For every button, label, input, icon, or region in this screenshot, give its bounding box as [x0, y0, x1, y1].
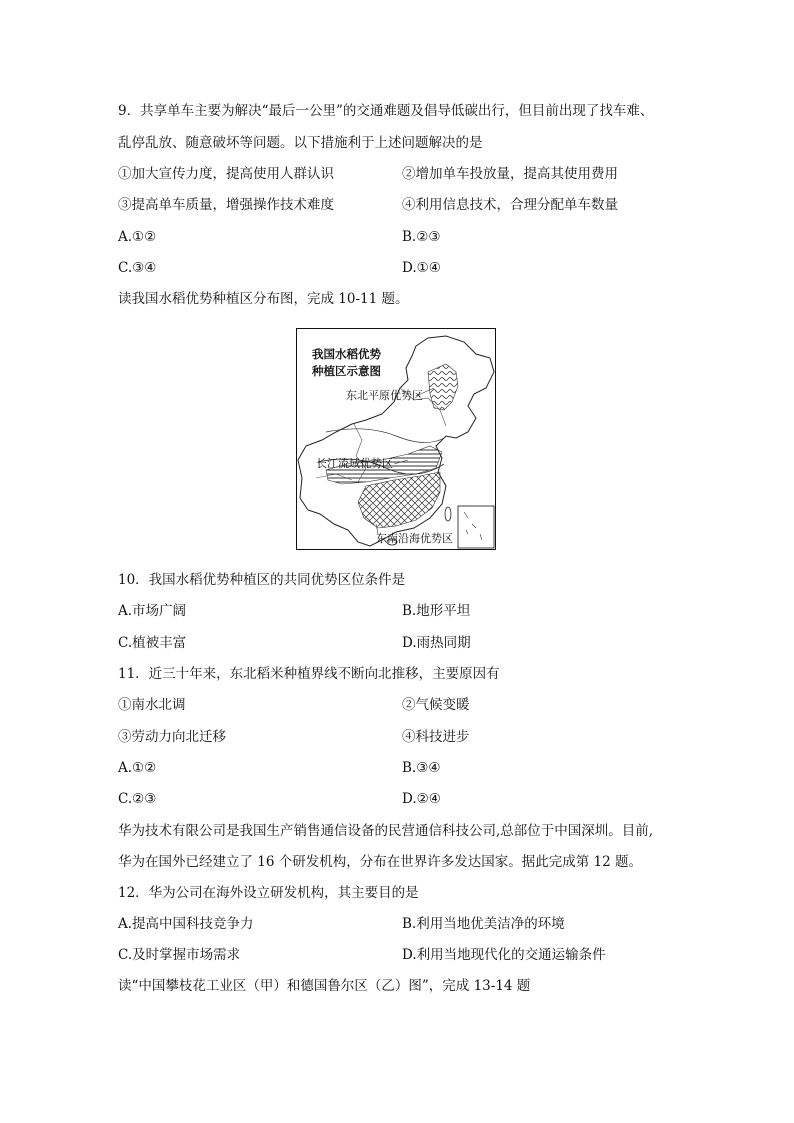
q11-item-3: ③劳动力向北迁移	[118, 729, 226, 745]
q12-option-d: D.利用当地现代化的交通运输条件	[402, 947, 606, 963]
q9-item-1: ①加大宣传力度，提高使用人群认识	[118, 166, 334, 182]
q9-stem-line1: 9．共享单车主要为解决“最后一公里”的交通难题及倡导低碳出行，但目前出现了找车难、	[118, 103, 654, 119]
q11-stem: 11．近三十年来，东北稻米种植界线不断向北推移，主要原因有	[118, 666, 500, 682]
rice-region-map	[296, 328, 496, 550]
label-northeast-plain: 东北平原优势区	[346, 389, 423, 402]
q10-option-b: B.地形平坦	[402, 603, 471, 619]
rice-region-map-svg	[296, 328, 496, 550]
q11-item-2: ②气候变暖	[402, 697, 470, 713]
q12-stem: 12．华为公司在海外设立研发机构，其主要目的是	[118, 885, 419, 901]
intro-13-14: 读“中国攀枝花工业区（甲）和德国鲁尔区（乙）图”，完成 13-14 题	[118, 978, 531, 994]
q12-option-a: A.提高中国科技竞争力	[118, 916, 254, 932]
q9-option-d: D.①④	[402, 260, 441, 276]
q9-option-b: B.②③	[402, 229, 441, 245]
q11-item-1: ①南水北调	[118, 697, 186, 713]
label-southeast-coastal: 东南沿海优势区	[376, 532, 453, 545]
q9-option-c: C.③④	[118, 260, 157, 276]
q12-option-c: C.及时掌握市场需求	[118, 947, 241, 963]
q9-item-4: ④利用信息技术，合理分配单车数量	[402, 197, 618, 213]
q10-stem: 10．我国水稻优势种植区的共同优势区位条件是	[118, 572, 406, 588]
q11-item-4: ④科技进步	[402, 729, 470, 745]
q12-option-b: B.利用当地优美洁净的环境	[402, 916, 565, 932]
label-yangtze-basin: 长江流域优势区	[316, 457, 393, 470]
south-china-sea-inset	[458, 506, 494, 548]
q9-stem-line2: 乱停乱放、随意破坏等问题。以下措施利于上述问题解决的是	[118, 135, 483, 151]
intro-10-11: 读我国水稻优势种植区分布图，完成 10-11 题。	[118, 291, 409, 307]
map-title-line2: 种植区示意图	[312, 364, 381, 378]
q11-option-a: A.①②	[118, 760, 157, 776]
q9-option-a: A.①②	[118, 229, 157, 245]
q10-option-a: A.市场广阔	[118, 603, 187, 619]
q9-item-2: ②增加单车投放量，提高其使用费用	[402, 166, 618, 182]
intro-12-line2: 华为在国外已经建立了 16 个研发机构，分布在世界许多发达国家。据此完成第 12 题。	[118, 854, 643, 870]
q11-option-c: C.②③	[118, 791, 157, 807]
map-title-line1: 我国水稻优势	[312, 347, 381, 361]
q11-option-b: B.③④	[402, 760, 441, 776]
q11-option-d: D.②④	[402, 791, 441, 807]
q10-option-c: C.植被丰富	[118, 635, 187, 651]
q10-option-d: D.雨热同期	[402, 635, 471, 651]
intro-12-line1: 华为技术有限公司是我国生产销售通信设备的民营通信科技公司,总部位于中国深圳。目前,	[118, 823, 654, 839]
q9-item-3: ③提高单车质量，增强操作技术难度	[118, 197, 334, 213]
